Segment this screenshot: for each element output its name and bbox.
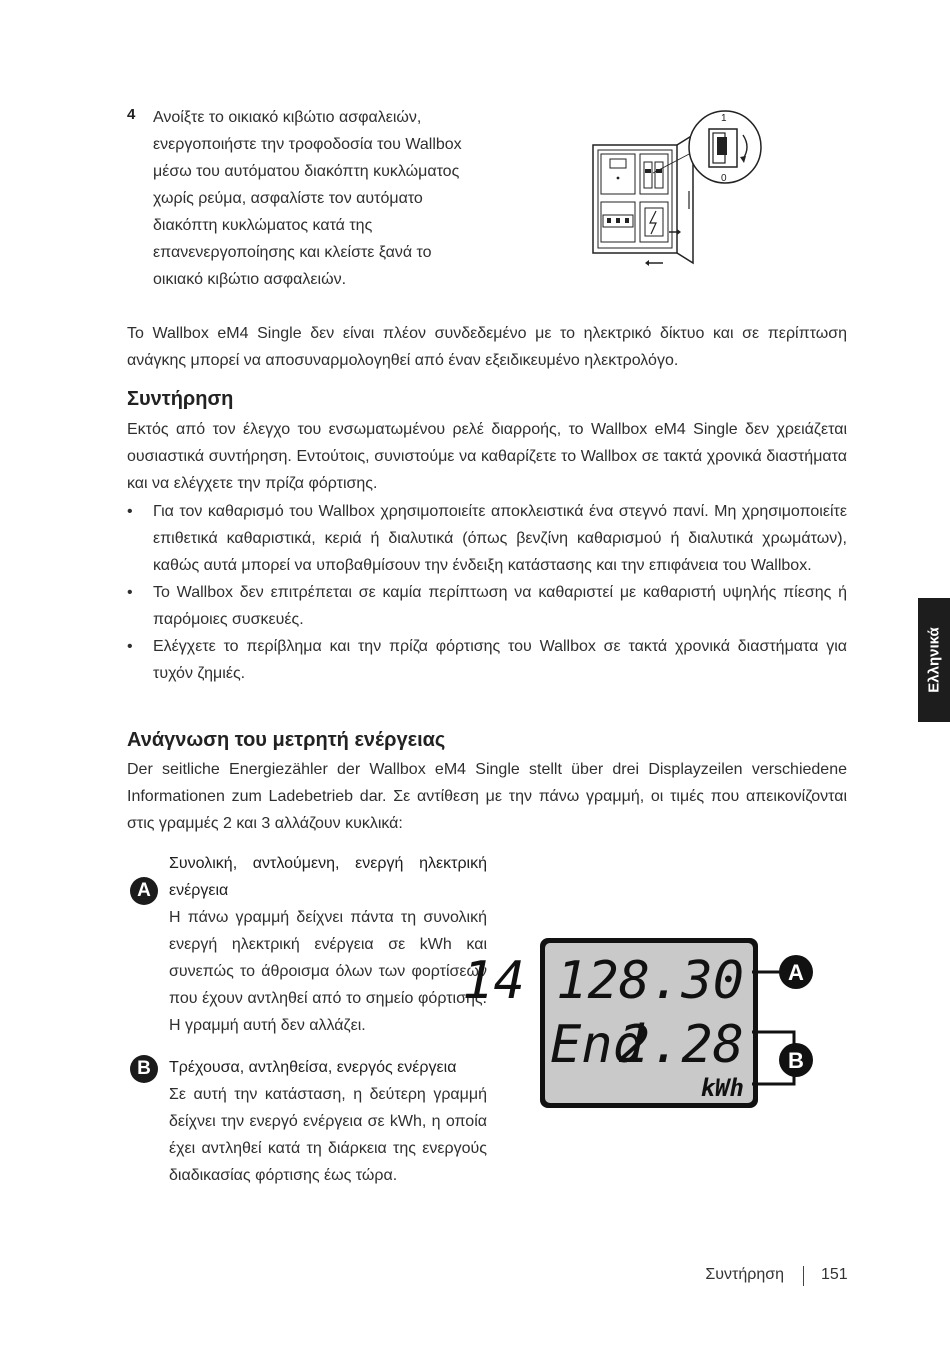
meter-item-a-text: Η πάνω γραμμή δείχνει πάντα τη συνολική ενεργή ηλεκτρική ενέργεια σε kWh και συνεπώς το άθροισμα όλων των φορτίσεων που έχουν αντληθεί από το σημείο φόρτισης. Η γραμμή αυτή δεν αλλάζει. — [169, 909, 487, 1034]
meter-item-a — [169, 850, 487, 1039]
step-number: 4 — [127, 106, 136, 123]
badge-b: B — [130, 1055, 158, 1083]
display-unit: kWh — [700, 1074, 744, 1102]
display-line2-label: End — [550, 1015, 644, 1075]
meter-item-a-title: Συνολική, αντλούμενη, ενεργή ηλεκτρική ενέργεια — [169, 855, 487, 899]
bullet-icon: • — [127, 584, 133, 601]
disconnect-paragraph: Το Wallbox eM4 Single δεν είναι πλέον συνδεδεμένο με το ηλεκτρικό δίκτυο και σε περίπτωση ανάγκης μπορεί να αποσυναρμολογηθεί από έναν εξειδικευμένο ηλεκτρολόγο. — [127, 325, 847, 369]
display-line2-value: 2.28 — [618, 1015, 744, 1075]
footer-divider — [803, 1266, 804, 1286]
maintenance-heading: Συντήρηση — [127, 388, 234, 410]
list-item: • Για τον καθαρισμό του Wallbox χρησιμοποιείτε αποκλειστικά ένα στεγνό πανί. Μη χρησιμοποιείτε επιθετικά καθαριστικά, κεριά ή διαλυτικά (όπως βενζίνη καθαρισμού ή διαλυτικά χρωμάτων), καθώς αυτά μπορεί να υποβαθμίσουν την ένδειξη κατάστασης και την επιφάνεια του Wallbox. — [127, 498, 847, 579]
meter-heading: Ανάγνωση του μετρητή ενέργειας — [127, 729, 446, 751]
language-tab-label: Ελληνικά — [925, 627, 943, 693]
bullet-icon: • — [127, 503, 133, 520]
callout-b: B — [788, 1048, 804, 1073]
step-text: Ανοίξτε το οικιακό κιβώτιο ασφαλειών, ενεργοποιήστε την τροφοδοσία του Wallbox μέσω του αυτόματου διακόπτη κυκλώματος χωρίς ρεύμα, ασφαλίστε τον αυτόματο διακόπτη κυκλώματος κατά της επανενεργοποίησης και κλείστε ξανά το οικιακό κιβώτιο ασφαλειών. — [153, 109, 462, 288]
meter-item-b-title: Τρέχουσα, αντληθείσα, ενεργός ενέργεια — [169, 1059, 457, 1076]
page-number: 151 — [821, 1266, 848, 1283]
breaker-box-illustration — [585, 105, 770, 275]
list-item: • Το Wallbox δεν επιτρέπεται σε καμία περίπτωση να καθαριστεί με καθαριστή υψηλής πίεσης ή παρόμοιες συσκευές. — [127, 579, 847, 633]
badge-a: A — [130, 877, 158, 905]
meter-item-b-text: Σε αυτή την κατάσταση, η δεύτερη γραμμή δείχνει την ενεργό ενέργεια σε kWh, η οποία έχει αντληθεί κατά τη διάρκεια της ενεργούς διαδικασίας φόρτισης έως τώρα. — [169, 1086, 487, 1184]
callout-a: A — [788, 960, 804, 985]
display-line1: 14 128.30 — [462, 951, 744, 1011]
maintenance-bullet-list — [127, 498, 847, 687]
bullet-icon: • — [127, 638, 133, 655]
list-item: • Ελέγχετε το περίβλημα και την πρίζα φόρτισης του Wallbox σε τακτά χρονικά διαστήματα για τυχόν ζημιές. — [127, 633, 847, 687]
meter-intro: Der seitliche Energiezähler der Wallbox eM4 Single stellt über drei Displayzeilen verschiedene Informationen zum Ladebetrieb dar. Σε αντίθεση με την πάνω γραμμή, οι τιμές που απεικονίζονται στις γραμμές 2 και 3 αλλάζουν κυκλικά: — [127, 761, 847, 832]
energy-meter-display — [462, 936, 820, 1112]
footer-section-name: Συντήρηση — [705, 1266, 784, 1283]
breaker-off-label: 0 — [721, 173, 727, 184]
maintenance-intro: Εκτός από τον έλεγχο του ενσωματωμένου ρελέ διαρροής, το Wallbox eM4 Single δεν χρειάζεται ουσιαστικά συντήρηση. Εντούτοις, συνιστούμε να καθαρίζετε το Wallbox σε τακτά χρονικά διαστήματα και να ελέγχετε την πρίζα φόρτισης. — [127, 421, 847, 492]
breaker-on-label: 1 — [721, 113, 727, 124]
language-tab — [918, 598, 950, 722]
meter-item-b — [169, 1054, 487, 1189]
